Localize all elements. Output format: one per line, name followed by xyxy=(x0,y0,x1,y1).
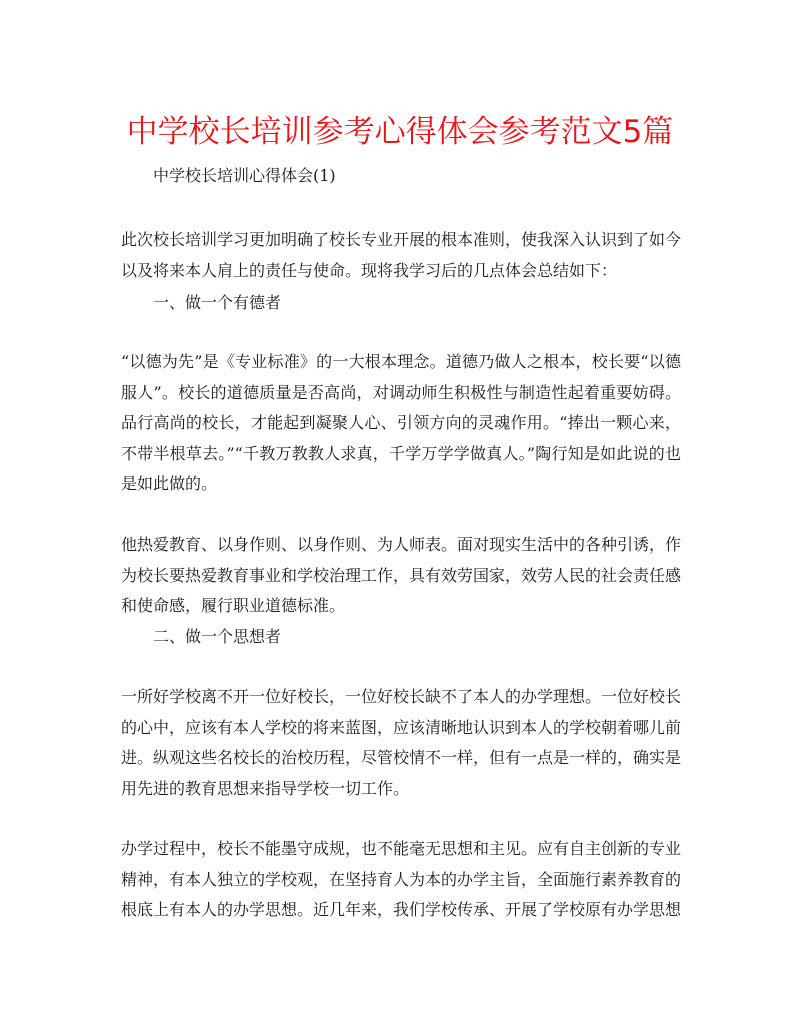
document-title: 中学校长培训参考心得体会参考范文5篇 xyxy=(126,114,674,150)
section-heading-1: 一、做一个有德者 xyxy=(153,293,282,312)
paragraph-4: 一所好学校离不开一位好校长，一位好校长缺不了本人的办学理想。一位好校长的心中，应该有本人学校的将来蓝图，应该清晰地认识到本人的学校朝着哪儿前进。纵观这些名校长的治校历程，尽管校情不一样，但有一点是一样的，确实是用先进的教育思想来指导学校一切工作。 xyxy=(121,687,682,798)
section-heading-2: 二、做一个思想者 xyxy=(153,627,282,646)
paragraph-5: 办学过程中，校长不能墨守成规，也不能毫无思想和主见。应有自主创新的专业精神，有本人独立的学校观，在坚持育人为本的办学主旨，全面施行素养教育的根底上有本人的办学思想。近几年来，我们学校传承、开展了学校原有办学思想 xyxy=(121,839,682,919)
paragraph-3: 他热爱教育、以身作则、以身作则、为人师表。面对现实生活中的各种引诱，作为校长要热爱教育事业和学校治理工作，具有效劳国家，效劳人民的社会责任感和使命感，履行职业道德标准。 xyxy=(121,535,682,615)
paragraph-2: “以德为先”是《专业标准》的一大根本理念。道德乃做人之根本，校长要“以德服人”。校长的道德质量是否高尚，对调动师生积极性与制造性起着重要妨碍。品行高尚的校长，才能起到凝聚人心、引领方向的灵魂作用。“捧出一颗心来，不带半根草去。”“千教万教教人求真，千学万学学做真人。”陶行知是如此说的也是如此做的。 xyxy=(121,352,681,493)
paragraph-1: 此次校长培训学习更加明确了校长专业开展的根本准则，使我深入认识到了如今以及将来本人肩上的责任与使命。现将我学习后的几点体会总结如下： xyxy=(121,230,682,280)
document-subtitle: 中学校长培训心得体会(1) xyxy=(153,166,336,185)
